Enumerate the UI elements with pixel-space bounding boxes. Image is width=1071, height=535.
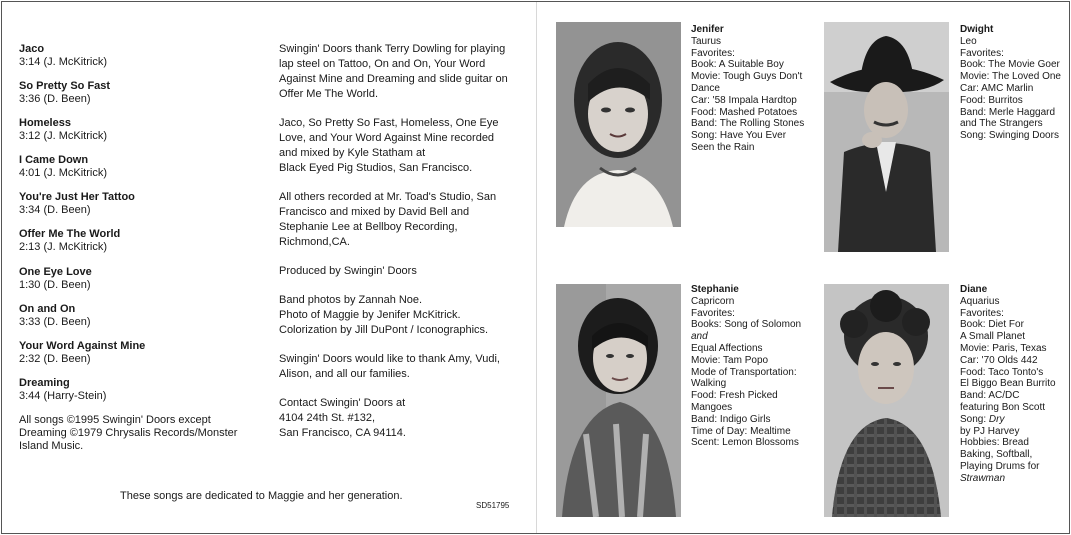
member-detail-italic: Strawman — [960, 472, 1006, 484]
track-item — [19, 340, 259, 377]
track-duration-author: 4:01 (J. McKitrick) — [19, 167, 108, 180]
credits-line: All others recorded at Mr. Toad's Studio, San — [279, 191, 497, 203]
member-detail: Mode of Transportation: — [691, 366, 797, 378]
track-item — [19, 303, 259, 340]
track-title: I Came Down — [19, 154, 89, 167]
diane-caption — [960, 284, 1068, 485]
credits-paragraph — [279, 116, 524, 176]
member-detail: Movie: Paris, Texas — [960, 342, 1047, 354]
credits-line: 4104 24th St. #132, — [279, 412, 376, 424]
member-detail — [960, 414, 1068, 426]
credits-line: San Francisco, CA 94114. — [279, 427, 406, 439]
jenifer-photo — [556, 22, 681, 227]
member-detail: Favorites: — [960, 47, 1004, 59]
member-detail: Car: AMC Marlin — [960, 82, 1034, 94]
credits-line: lap steel on Tattoo, On and On, Your Word — [279, 58, 486, 70]
credits-line: Jaco, So Pretty So Fast, Homeless, One Eye — [279, 117, 499, 129]
member-detail-italic: Dry — [988, 413, 1005, 425]
track-duration-author: 3:34 (D. Been) — [19, 204, 91, 217]
track-title: Offer Me The World — [19, 228, 121, 241]
track-duration-author: 3:36 (D. Been) — [19, 93, 91, 106]
track-item — [19, 43, 259, 80]
credits-line: Swingin' Doors thank Terry Dowling for playing — [279, 43, 506, 55]
credits-line: Alison, and all our families. — [279, 368, 410, 380]
member-name: Dwight — [960, 24, 994, 35]
member-detail: Band: Merle Haggard — [960, 106, 1056, 118]
member-detail: Playing Drums for — [960, 460, 1040, 472]
dwight-photo — [824, 22, 949, 252]
member-detail: El Biggo Bean Burrito — [960, 378, 1056, 390]
track-duration-author: 3:12 (J. McKitrick) — [19, 130, 108, 143]
diane-photo — [824, 284, 949, 517]
member-detail: by PJ Harvey — [960, 425, 1020, 437]
member-detail: Band: AC/DC — [960, 390, 1020, 402]
track-item — [19, 154, 259, 191]
credits-line: Francisco and mixed by David Bell and — [279, 206, 470, 218]
member-detail — [960, 473, 1068, 485]
credits-line: Band photos by Zannah Noe. — [279, 294, 423, 306]
member-detail: Baking, Softball, — [960, 449, 1033, 461]
track-title: Homeless — [19, 117, 71, 130]
member-detail: Mangoes — [691, 401, 733, 413]
member-detail: Scent: Lemon Blossoms — [691, 437, 799, 449]
member-detail: Seen the Rain — [691, 141, 755, 153]
credits-line: Colorization by Jill DuPont / Iconographics. — [279, 324, 489, 336]
member-detail-italic: and — [691, 331, 708, 343]
member-detail: Food: Fresh Picked — [691, 390, 778, 402]
jenifer-caption — [691, 24, 816, 154]
catalog-number: SD51795 — [476, 501, 510, 510]
copyright-line: All songs ©1995 Swingin' Doors except — [19, 414, 211, 426]
stephanie-caption — [691, 284, 816, 449]
track-title: On and On — [19, 302, 76, 315]
track-title: Dreaming — [19, 376, 70, 389]
copyright-line: Dreaming ©1979 Chrysalis Records/Monster — [19, 427, 238, 439]
track-title: One Eye Love — [19, 265, 92, 278]
member-detail: Band: The Rolling Stones — [691, 118, 805, 130]
credits-paragraph — [279, 190, 524, 250]
member-detail: Favorites: — [691, 307, 735, 319]
credits-line: and mixed by Kyle Statham at — [279, 147, 426, 159]
member-detail: Movie: The Loved One — [960, 71, 1061, 83]
member-detail: Books: Song of Solomon — [691, 319, 802, 331]
member-detail: Book: A Suitable Boy — [691, 59, 784, 71]
member-detail: Food: Burritos — [960, 94, 1023, 106]
track-item — [19, 80, 259, 117]
dedication-text: These songs are dedicated to Maggie and her generation. — [120, 490, 403, 502]
member-detail: Car: '70 Olds 442 — [960, 354, 1038, 366]
track-duration-author: 3:14 (J. McKitrick) — [19, 56, 108, 68]
track-item — [19, 191, 259, 228]
member-detail: Walking — [691, 378, 727, 390]
member-detail: Song: Swinging Doors — [960, 130, 1059, 142]
credits-column — [279, 42, 524, 455]
copyright-line: Island Music. — [19, 440, 84, 452]
credits-paragraph — [279, 264, 524, 279]
track-item — [19, 117, 259, 154]
track-title: So Pretty So Fast — [19, 80, 111, 93]
track-duration-author: 2:32 (D. Been) — [19, 352, 91, 365]
copyright-notice — [19, 414, 259, 453]
member-detail: featuring Bon Scott — [960, 401, 1046, 413]
credits-paragraph — [279, 352, 524, 382]
track-title: You're Just Her Tattoo — [19, 191, 135, 204]
member-detail: Book: Diet For — [960, 319, 1024, 331]
member-detail: Favorites: — [960, 307, 1004, 319]
member-name: Diane — [960, 284, 988, 295]
track-duration-author: 1:30 (D. Been) — [19, 278, 91, 291]
credits-line: Black Eyed Pig Studios, San Francisco. — [279, 162, 473, 174]
member-detail: Movie: Tam Popo — [691, 354, 769, 366]
track-duration-author: 3:44 (Harry-Stein) — [19, 389, 107, 402]
track-title: Jaco — [19, 43, 45, 55]
member-name: Jenifer — [691, 24, 724, 35]
member-detail: A Small Planet — [960, 331, 1026, 343]
member-detail: Food: Mashed Potatoes — [691, 106, 798, 118]
member-detail: Aquarius — [960, 295, 1000, 307]
song-label: Song: — [960, 413, 989, 425]
member-detail: Car: '58 Impala Hardtop — [691, 94, 797, 106]
track-title: Your Word Against Mine — [19, 339, 146, 352]
member-detail: Song: Have You Ever — [691, 130, 787, 142]
member-detail: Band: Indigo Girls — [691, 413, 771, 425]
member-detail: Dance — [691, 82, 720, 94]
track-duration-author: 2:13 (J. McKitrick) — [19, 241, 108, 254]
member-detail: Hobbies: Bread — [960, 437, 1029, 449]
credits-line: Contact Swingin' Doors at — [279, 397, 406, 409]
track-item — [19, 228, 259, 265]
page-fold — [536, 2, 537, 533]
member-detail: Movie: Tough Guys Don't — [691, 71, 803, 83]
member-name: Stephanie — [691, 284, 739, 295]
credits-line: Photo of Maggie by Jenifer McKitrick. — [279, 309, 461, 321]
stephanie-photo — [556, 284, 681, 517]
credits-line: Offer Me The World. — [279, 88, 379, 100]
credits-line: Richmond,CA. — [279, 236, 350, 248]
member-detail: Food: Taco Tonto's — [960, 366, 1044, 378]
member-detail — [691, 331, 816, 343]
credits-line: Against Mine and Dreaming and slide guitar on — [279, 73, 508, 85]
member-detail: Favorites: — [691, 47, 735, 59]
track-item — [19, 266, 259, 303]
credits-paragraph — [279, 396, 524, 441]
member-detail: Equal Affections — [691, 342, 763, 354]
credits-line: Produced by Swingin' Doors — [279, 265, 417, 277]
credits-line: Stephanie Lee at Bellboy Recording, — [279, 221, 458, 233]
dwight-caption — [960, 24, 1068, 142]
track-duration-author: 3:33 (D. Been) — [19, 315, 91, 328]
track-list — [19, 43, 259, 414]
member-detail: Taurus — [691, 35, 722, 47]
credits-paragraph — [279, 293, 524, 338]
member-detail: Capricorn — [691, 295, 735, 307]
credits-line: Swingin' Doors would like to thank Amy, Vudi, — [279, 353, 500, 365]
credits-paragraph — [279, 42, 524, 102]
track-item — [19, 377, 259, 414]
member-detail: Leo — [960, 35, 977, 47]
credits-line: Love, and Your Word Against Mine recorded — [279, 132, 495, 144]
member-detail: Book: The Movie Goer — [960, 59, 1060, 71]
member-detail: Time of Day: Mealtime — [691, 425, 791, 437]
member-detail: and The Strangers — [960, 118, 1043, 130]
